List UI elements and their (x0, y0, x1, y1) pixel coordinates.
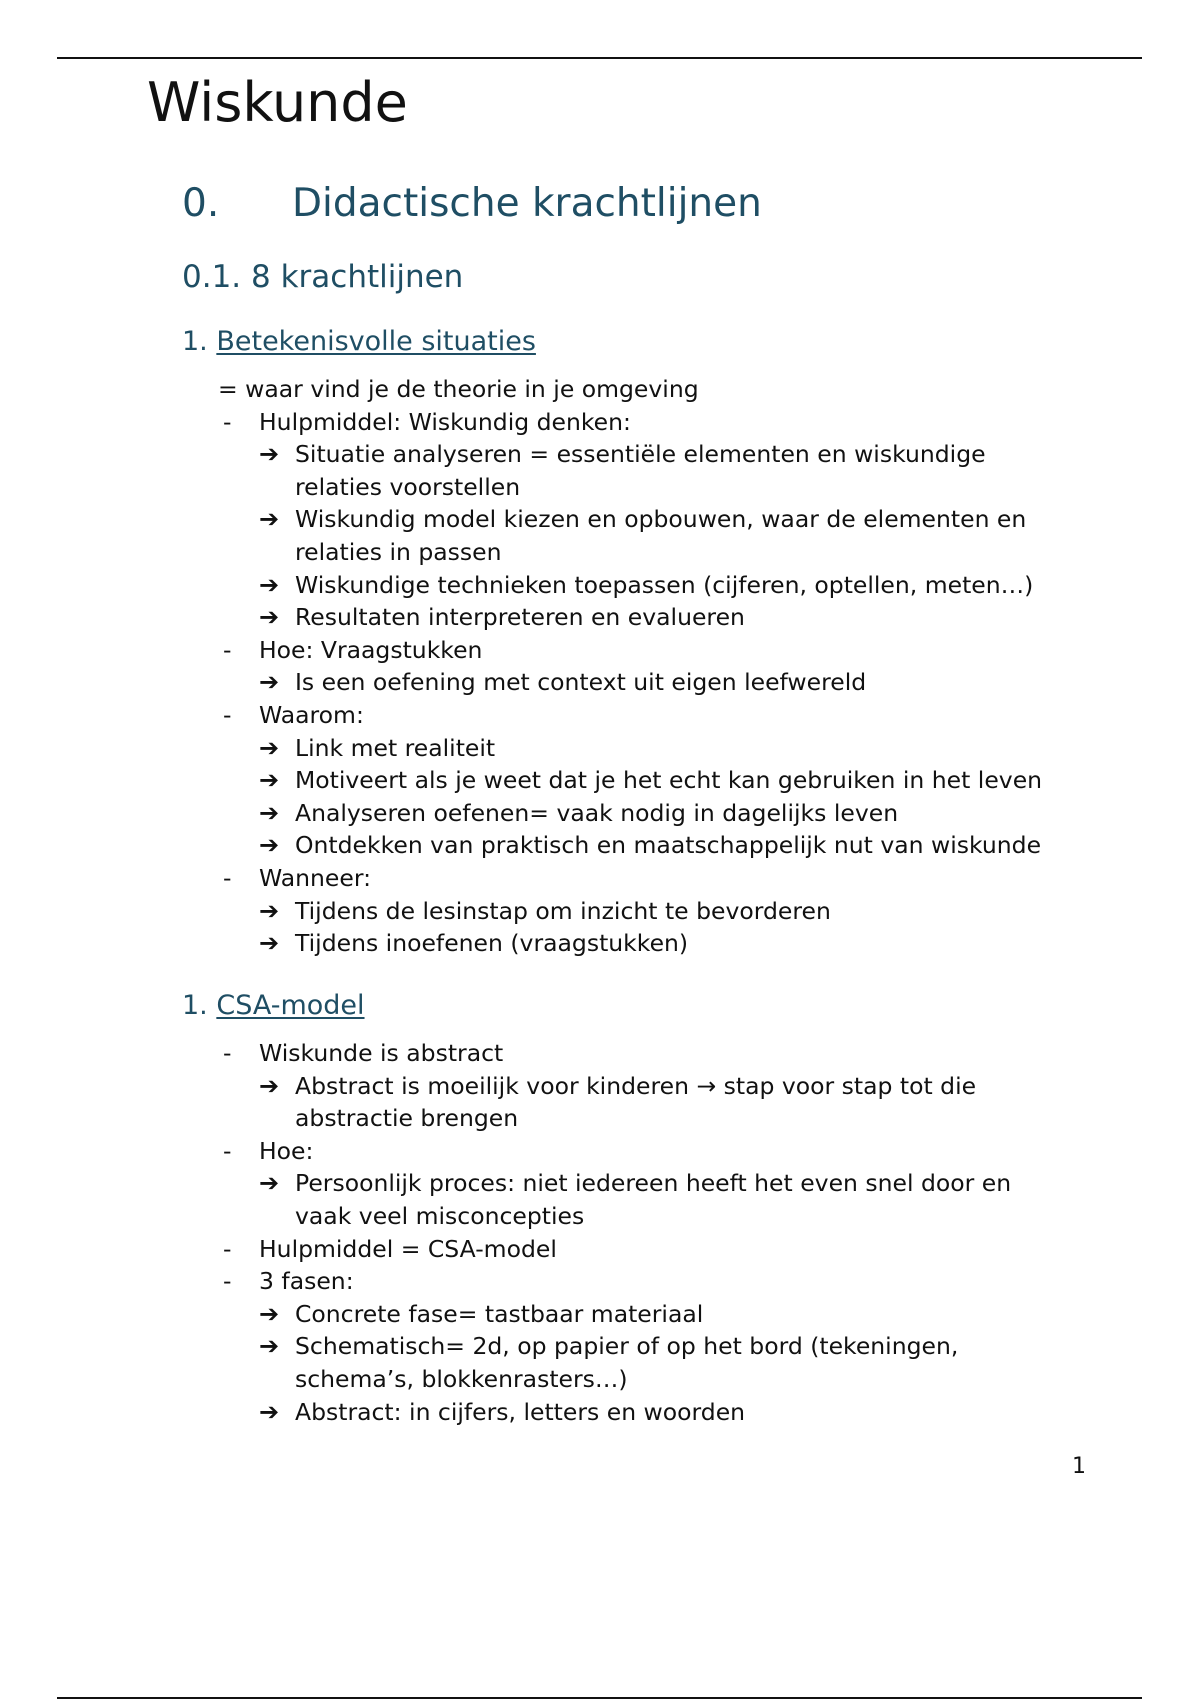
list-item-text: 3 fasen: (259, 1267, 354, 1296)
list-item-text: Wiskundig model kiezen en opbouwen, waar de elementen en (295, 505, 1027, 534)
list-item-continuation (0, 1102, 1200, 1135)
arrow-bullet-icon: ➔ (259, 798, 280, 827)
dash-list-item (0, 1233, 1200, 1266)
list-item-continuation (0, 471, 1200, 504)
arrow-list-item (0, 1298, 1200, 1331)
arrow-bullet-icon: ➔ (259, 831, 280, 860)
list-item-text: Analyseren oefenen= vaak nodig in dagelijks leven (295, 798, 899, 827)
document-title: Wiskunde (147, 71, 408, 134)
list-item-text: Ontdekken van praktisch en maatschappelijk nut van wiskunde (295, 831, 1042, 860)
list-item-text: Situatie analyseren = essentiële elementen en wiskundige (295, 440, 986, 469)
arrow-bullet-icon: ➔ (259, 570, 280, 599)
page-number: 1 (1072, 1454, 1086, 1479)
arrow-bullet-icon: ➔ (259, 603, 280, 632)
section-heading: 0.1. 8 krachtlijnen (182, 259, 464, 295)
arrow-bullet-icon: ➔ (259, 1332, 280, 1361)
list-item-text: Resultaten interpreteren en evalueren (295, 603, 745, 632)
arrow-list-item (0, 764, 1200, 797)
chapter-heading (182, 181, 762, 228)
dash-bullet: - (223, 1234, 232, 1263)
dash-list-item (0, 862, 1200, 895)
arrow-list-item (0, 666, 1200, 699)
list-item-text: Waarom: (259, 700, 364, 729)
list-item-text: vaak veel misconcepties (295, 1201, 585, 1230)
list-item-text: Abstract is moeilijk voor kinderen → stap voor stap tot die (295, 1071, 977, 1100)
subsection-prefix: 1. (182, 990, 217, 1021)
arrow-bullet-icon: ➔ (259, 733, 280, 762)
dash-list-item (0, 634, 1200, 667)
list-item-continuation (0, 1200, 1200, 1233)
arrow-list-item (0, 1330, 1200, 1363)
arrow-list-item (0, 732, 1200, 765)
list-item-text: Link met realiteit (295, 733, 496, 762)
list-item-text: relaties in passen (295, 537, 502, 566)
subsection-heading-csa-model (182, 990, 365, 1022)
chapter-title: Didactische krachtlijnen (292, 181, 762, 226)
arrow-bullet-icon: ➔ (259, 929, 280, 958)
dash-bullet: - (223, 407, 232, 436)
list-item-text: Is een oefening met context uit eigen leefwereld (295, 668, 867, 697)
dash-list-item (0, 1037, 1200, 1070)
list-item-text: Hoe: Vraagstukken (259, 635, 483, 664)
list-item-text: Schematisch= 2d, op papier of op het bord (tekeningen, (295, 1332, 959, 1361)
dash-bullet: - (223, 1267, 232, 1296)
section-body (0, 373, 1200, 960)
arrow-list-item (0, 927, 1200, 960)
dash-list-item (0, 1265, 1200, 1298)
arrow-list-item (0, 503, 1200, 536)
arrow-list-item (0, 797, 1200, 830)
definition-line (0, 373, 1200, 406)
footer-rule (57, 1697, 1142, 1699)
dash-bullet: - (223, 1039, 232, 1067)
section-body (0, 1037, 1200, 1428)
arrow-bullet-icon: ➔ (259, 668, 280, 697)
list-item-continuation (0, 1363, 1200, 1396)
subsection-title: CSA-model (216, 990, 365, 1021)
list-item-text: Wanneer: (259, 863, 372, 892)
arrow-list-item (0, 438, 1200, 471)
list-item-text: Wiskundige technieken toepassen (cijferen, optellen, meten…) (295, 570, 1034, 599)
arrow-bullet-icon: ➔ (259, 505, 280, 534)
arrow-bullet-icon: ➔ (259, 1299, 280, 1328)
list-item-text: Persoonlijk proces: niet iedereen heeft het even snel door en (295, 1169, 1012, 1198)
arrow-list-item (0, 601, 1200, 634)
list-item-text: Motiveert als je weet dat je het echt kan gebruiken in het leven (295, 766, 1043, 795)
arrow-bullet-icon: ➔ (259, 766, 280, 795)
subsection-heading-betekenisvolle-situaties (182, 326, 536, 358)
list-item-text: relaties voorstellen (295, 472, 521, 501)
dash-list-item (0, 1135, 1200, 1168)
list-item-text: schema’s, blokkenrasters…) (295, 1364, 628, 1393)
arrow-bullet-icon: ➔ (259, 896, 280, 925)
header-rule (57, 57, 1142, 59)
list-item-text: Hulpmiddel = CSA-model (259, 1234, 557, 1263)
arrow-bullet-icon: ➔ (259, 1169, 280, 1198)
arrow-list-item (0, 569, 1200, 602)
list-item-text: abstractie brengen (295, 1104, 519, 1133)
arrow-bullet-icon: ➔ (259, 440, 280, 469)
dash-list-item (0, 699, 1200, 732)
dash-bullet: - (223, 1136, 232, 1165)
dash-bullet: - (223, 700, 232, 729)
list-item-text: Wiskunde is abstract (259, 1039, 504, 1067)
arrow-list-item (0, 1070, 1200, 1103)
arrow-list-item (0, 1167, 1200, 1200)
arrow-bullet-icon: ➔ (259, 1397, 280, 1426)
dash-bullet: - (223, 863, 232, 892)
arrow-list-item (0, 1396, 1200, 1429)
list-item-text: Tijdens de lesinstap om inzicht te bevorderen (295, 896, 831, 925)
arrow-bullet-icon: ➔ (259, 1071, 280, 1100)
arrow-list-item (0, 895, 1200, 928)
list-item-text: Tijdens inoefenen (vraagstukken) (295, 929, 689, 958)
list-item-text: Concrete fase= tastbaar materiaal (295, 1299, 704, 1328)
list-item-continuation (0, 536, 1200, 569)
list-item-text: Abstract: in cijfers, letters en woorden (295, 1397, 746, 1426)
list-item-text: Hoe: (259, 1136, 314, 1165)
subsection-title: Betekenisvolle situaties (216, 326, 536, 357)
arrow-list-item (0, 829, 1200, 862)
list-item-text: = waar vind je de theorie in je omgeving (218, 375, 699, 403)
subsection-prefix: 1. (182, 326, 217, 357)
dash-bullet: - (223, 635, 232, 664)
dash-list-item (0, 406, 1200, 439)
list-item-text: Hulpmiddel: Wiskundig denken: (259, 407, 631, 436)
chapter-number: 0. (182, 181, 220, 226)
